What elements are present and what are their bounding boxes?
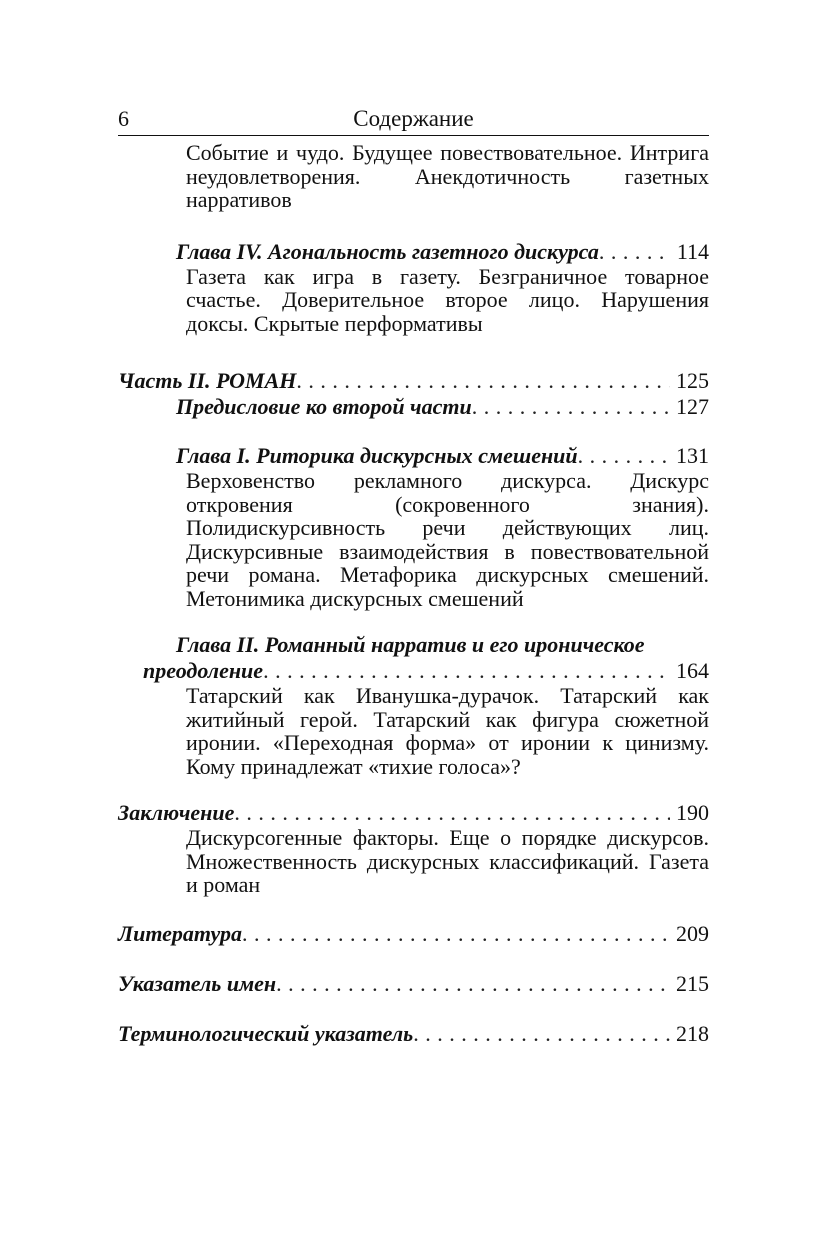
toc-entry-page: 164: [676, 658, 709, 683]
dot-leader: [242, 921, 670, 947]
conclusion-description: Дискурсогенные факторы. Еще о порядке дискурсов. Множественность дискурсных классификаций. Газета и роман: [186, 825, 709, 897]
table-of-contents: [118, 141, 709, 1047]
dot-leader: [472, 394, 670, 420]
chapter-2-description: Татарский как Иванушка-дурачок. Татарский как житийный герой. Татарский как фигура сюжетной иронии. «Переходная форма» от иронии к цинизму. Кому принадлежат «тихие голоса»?: [186, 683, 709, 779]
toc-entry-page: 215: [676, 970, 709, 996]
chapter-1-description: Верховенство рекламного дискурса. Дискурс откровения (сокровенного знания). Полидискурсивность речи действующих лиц. Дискурсивные взаимодействия в повествовательной речи романа. Метафорика дискурсных смешений. Метонимика дискурсных смешений: [186, 468, 709, 611]
toc-entry-title: преодоление: [143, 658, 264, 683]
dot-leader: [599, 239, 671, 265]
page-header: [118, 106, 709, 136]
toc-entry-title: Предисловие ко второй части: [176, 394, 472, 419]
toc-entry-page: 114: [676, 238, 709, 264]
dot-leader: [296, 368, 670, 394]
dot-leader: [263, 658, 670, 684]
toc-entry-page: 209: [676, 920, 709, 946]
toc-entry-title: Литература: [118, 920, 242, 946]
toc-entry-title: Часть II. РОМАН: [118, 368, 297, 393]
toc-entry-chapter-4[interactable]: [176, 239, 709, 265]
toc-entry-title: Глава IV. Агональность газетного дискурса: [176, 238, 599, 264]
dot-leader: [276, 971, 670, 997]
toc-entry-chapter-2[interactable]: [143, 658, 709, 684]
toc-entry-chapter-2-line-1[interactable]: [176, 632, 709, 658]
header-rule: [118, 135, 709, 136]
toc-entry-title: Глава II. Романный нарратив и его ироническое: [176, 632, 645, 657]
toc-entry-chapter-1[interactable]: [176, 443, 709, 469]
toc-entry-title: Заключение: [118, 800, 235, 825]
toc-entry-preface-2[interactable]: [176, 394, 709, 420]
page-number: 6: [118, 106, 129, 131]
dot-leader: [578, 443, 670, 469]
toc-entry-name-index[interactable]: [118, 971, 709, 997]
dot-leader: [413, 1021, 670, 1047]
toc-entry-title: Терминологический указатель: [118, 1020, 414, 1046]
toc-entry-page: 131: [676, 443, 709, 468]
toc-entry-title: Указатель имен: [118, 970, 277, 996]
continued-description: Событие и чудо. Будущее повествовательное. Интрига неудовлетворения. Анекдотичность газетных нарративов: [186, 140, 709, 212]
toc-entry-page: 125: [676, 368, 709, 393]
toc-entry-title: Глава I. Риторика дискурсных смешений: [176, 443, 578, 468]
toc-entry-page: 127: [676, 394, 709, 419]
toc-entry-conclusion[interactable]: [118, 800, 709, 826]
toc-entry-literature[interactable]: [118, 921, 709, 947]
running-title: Содержание: [353, 106, 474, 131]
dot-leader: [234, 800, 670, 826]
toc-entry-page: 190: [676, 800, 709, 825]
toc-entry-term-index[interactable]: [118, 1021, 709, 1047]
toc-entry-part-2[interactable]: [118, 368, 709, 394]
toc-entry-page: 218: [676, 1020, 709, 1046]
chapter-4-description: Газета как игра в газету. Безграничное товарное счастье. Доверительное второе лицо. Нарушения доксы. Скрытые перформативы: [186, 263, 709, 336]
